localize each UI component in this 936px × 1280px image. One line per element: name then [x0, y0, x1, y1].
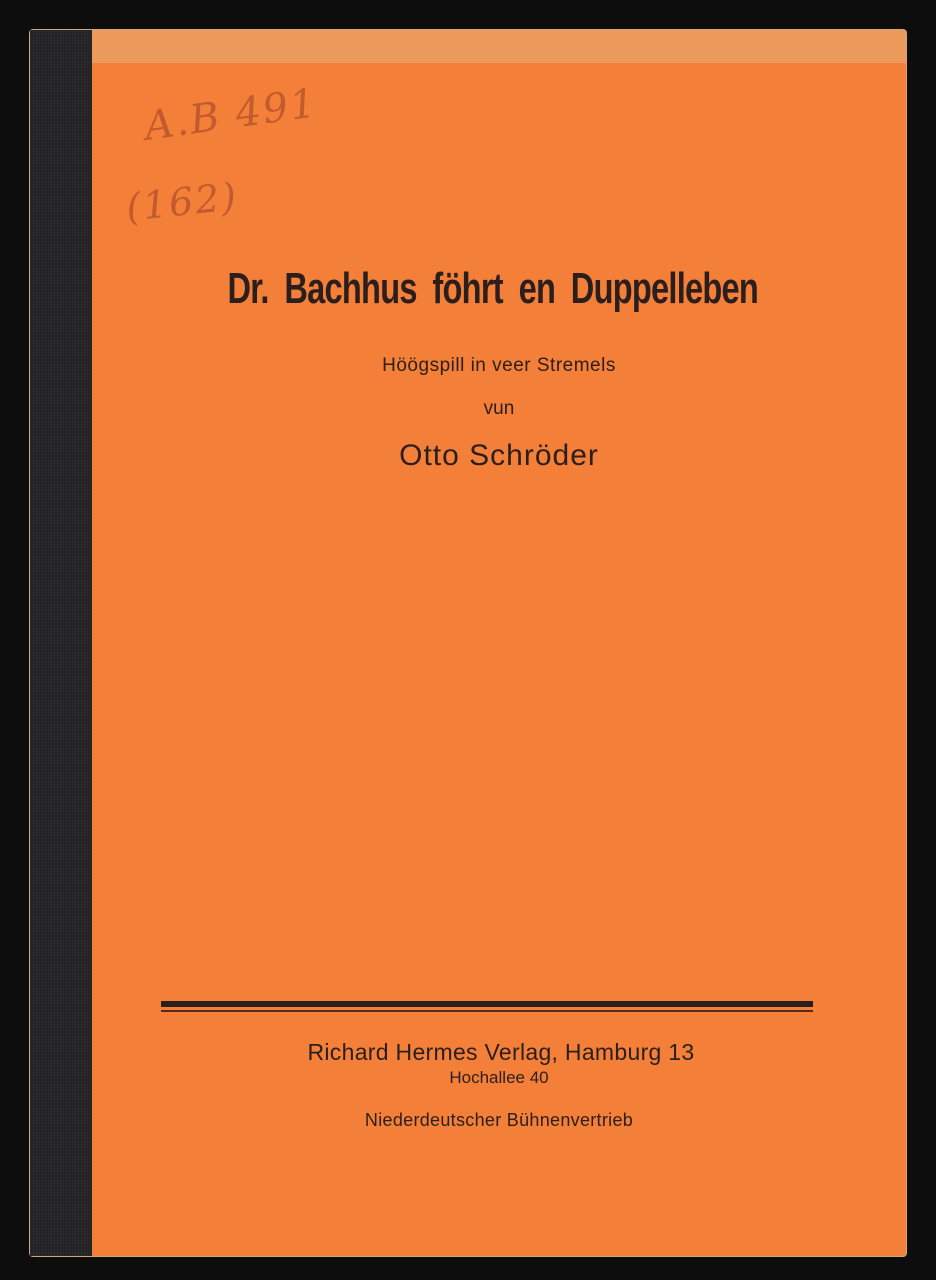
author-name: Otto Schröder: [399, 439, 599, 472]
handwritten-shelfmark: A.B 491: [141, 80, 321, 150]
publisher-address: Hochallee 40: [449, 1068, 549, 1087]
book-title: Dr. Bachhus föhrt en Duppelleben: [227, 264, 759, 313]
divider-thin: [161, 1010, 813, 1012]
publisher-name: Richard Hermes Verlag, Hamburg 13: [307, 1039, 695, 1065]
front-cover: [92, 30, 906, 1256]
distribution-note: Niederdeutscher Bühnenvertrieb: [364, 1110, 634, 1130]
byline: vun: [483, 398, 515, 419]
handwritten-number: (162): [124, 174, 241, 230]
book-subtitle: Höögspill in veer Stremels: [382, 355, 616, 376]
book: [30, 30, 906, 1256]
sun-faded-top-strip: [92, 30, 906, 63]
divider-thick: [161, 1001, 813, 1007]
book-spine: [30, 30, 94, 1256]
